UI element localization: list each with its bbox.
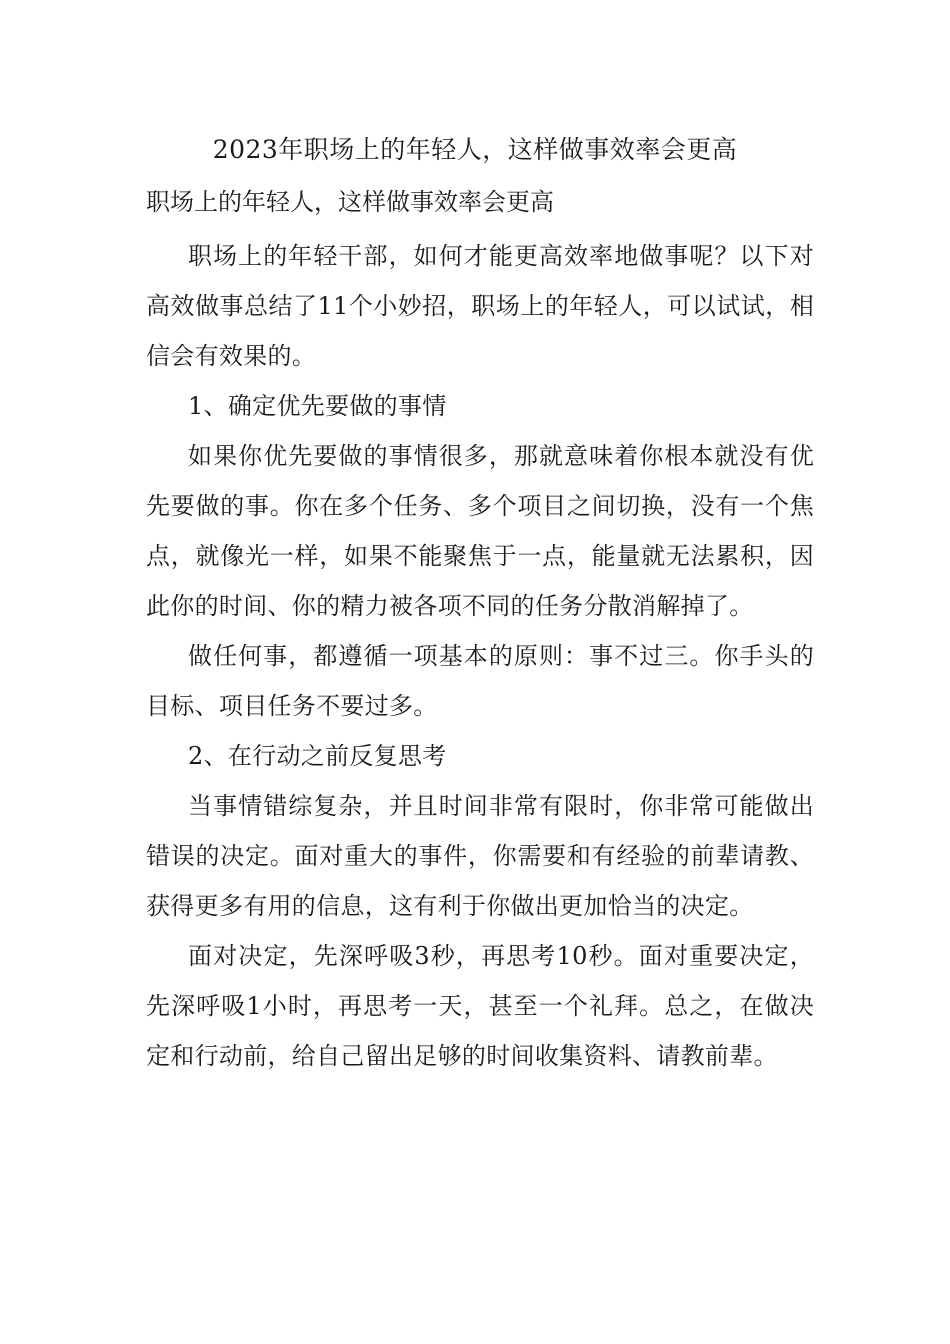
intro-paragraph: 职场上的年轻干部，如何才能更高效率地做事呢？以下对高效做事总结了11个小妙招，职场上的年轻人，可以试试，相信会有效果的。 [146,242,814,370]
body-paragraph: 做任何事，都遵循一项基本的原则：事不过三。你手头的目标、项目任务不要过多。 [146,642,814,720]
body-paragraph: 面对决定，先深呼吸3秒，再思考10秒。面对重要决定，先深呼吸1小时，再思考一天，甚至一个礼拜。总之，在做决定和行动前，给自己留出足够的时间收集资料、请教前辈。 [146,942,814,1070]
body-paragraph: 如果你优先要做的事情很多，那就意味着你根本就没有优先要做的事。你在多个任务、多个项目之间切换，没有一个焦点，就像光一样，如果不能聚焦于一点，能量就无法累积，因此你的时间、你的精力被各项不同的任务分散消解掉了。 [146,442,814,620]
section-heading-1: 1、确定优先要做的事情 [188,392,447,420]
document-body [146,231,814,1081]
body-paragraph: 当事情错综复杂，并且时间非常有限时，你非常可能做出错误的决定。面对重大的事件，你需要和有经验的前辈请教、获得更多有用的信息，这有利于你做出更加恰当的决定。 [146,792,814,920]
section-heading-2: 2、在行动之前反复思考 [188,742,447,770]
document-title: 2023年职场上的年轻人，这样做事效率会更高 [212,135,738,164]
document-subtitle: 职场上的年轻人，这样做事效率会更高 [146,188,554,216]
